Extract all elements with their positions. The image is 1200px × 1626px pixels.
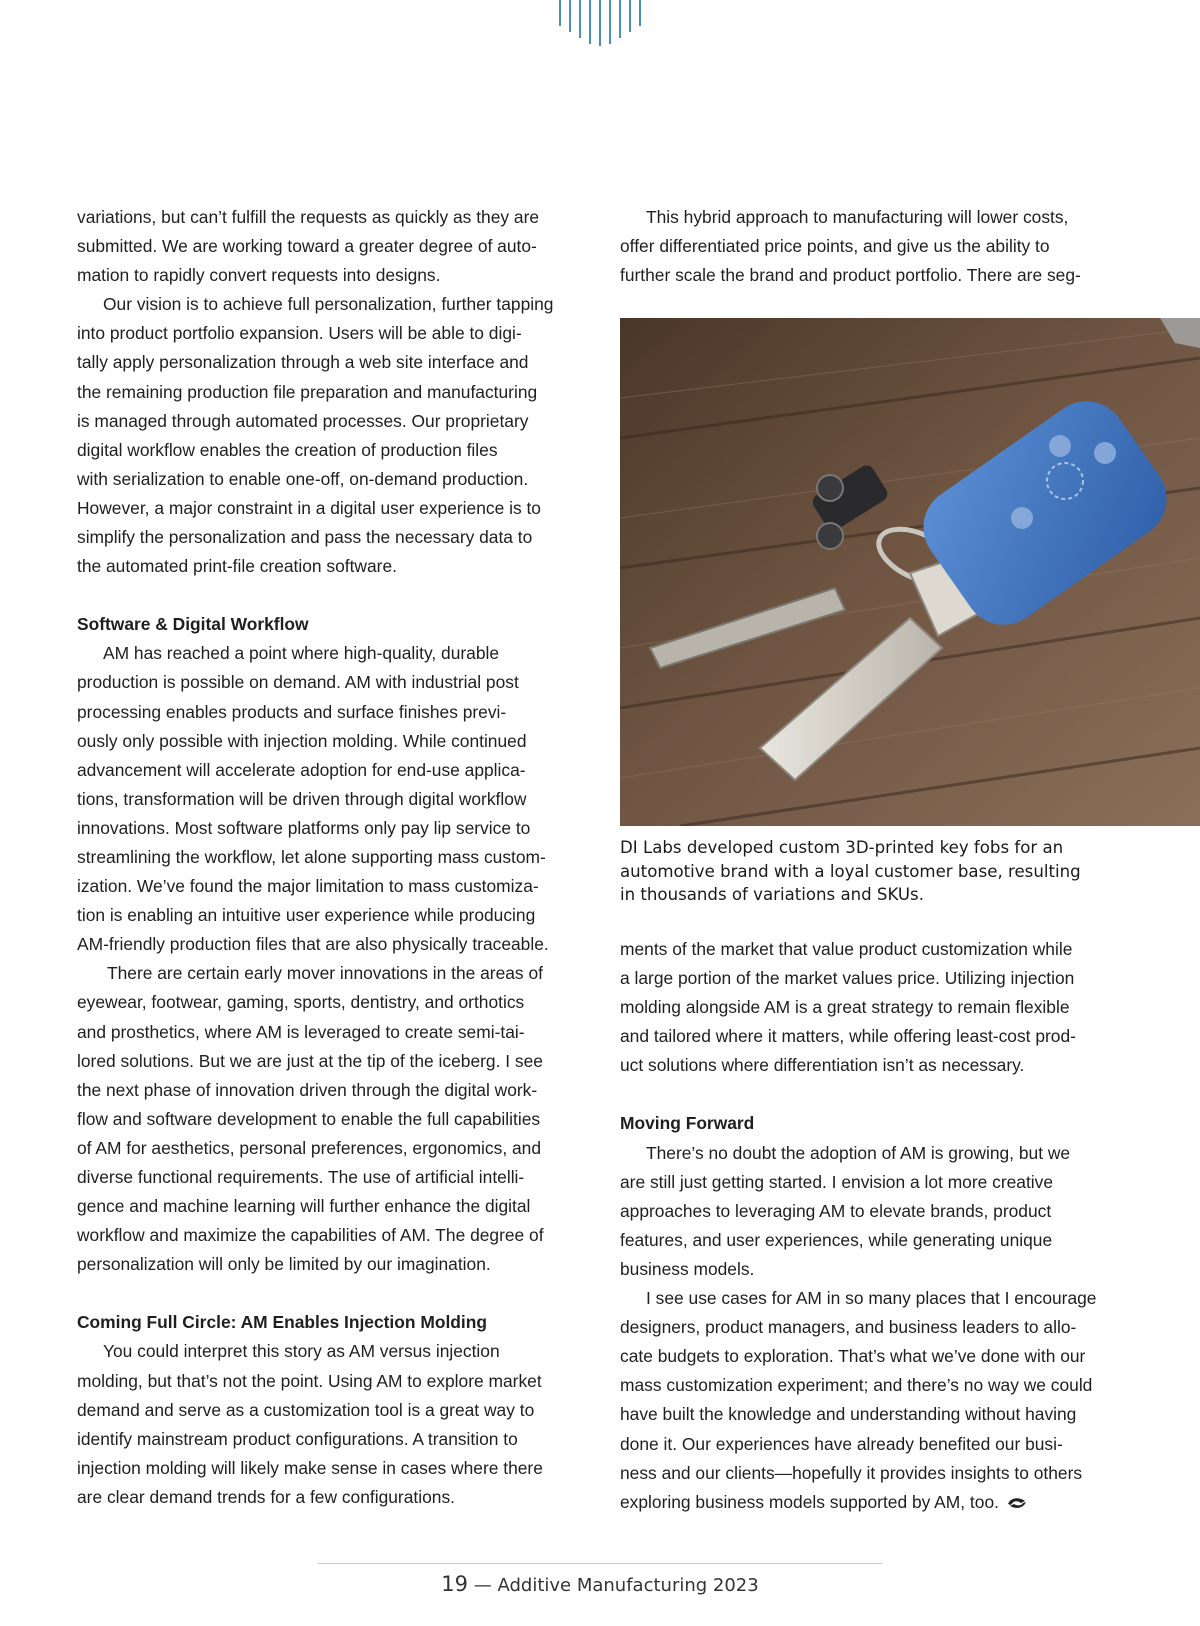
top-decorative-lines [558, 0, 642, 48]
left-column [77, 203, 587, 1512]
paragraph-hybrid: This hybrid approach to manufacturing will lower costs, offer differentiated price points, and give us the ability to further scale the brand and product portfolio. There are seg- [620, 207, 1081, 286]
right-column-top [620, 203, 1140, 290]
right-column-bottom [620, 935, 1140, 1517]
section-heading-software: Software & Digital Workflow [77, 614, 309, 635]
paragraph-continuation: variations, but can’t fulfill the requests as quickly as they are submitted. We are working toward a greater degree of auto- mation to rapidly convert requests into designs. [77, 207, 540, 286]
paragraph-use-cases: I see use cases for AM in so many places that I encourage designers, product managers, and business leaders to allo- cate budgets to exploration. That’s what we’ve done with our mass customization experiment; and there’s no way we could have built the knowledge and understanding without having done it. Our experiences have already benefited our busi- ness and our clients—hopefully it provides insights to others exploring business models supported by AM, too. [620, 1288, 1097, 1512]
paragraph-market-segments: ments of the market that value product customization while a large portion of the market values price. Utilizing injection molding alongside AM is a great strategy to remain flexible and tailored where it matters, while offering least-cost prod- uct solutions where differentiation isn’t as necessary. [620, 939, 1076, 1076]
publication-name: Additive Manufacturing 2023 [497, 1575, 759, 1596]
key-fob-photo [620, 318, 1200, 826]
paragraph-full-circle: You could interpret this story as AM versus injection molding, but that’s not the point. Using AM to explore market demand and serve as a customization tool is a great way to identify mainstream product configurations. A transition to injection molding will likely make sense in cases where there are clear demand trends for a few configurations. [77, 1341, 543, 1507]
section-heading-moving-forward: Moving Forward [620, 1113, 755, 1134]
paragraph-software: AM has reached a point where high-quality, durable production is possible on demand. AM with industrial post processing enables products and surface finishes previ- ously only possible with injection molding. While continued advancement will accelerate adoption for end-use applica- tions, transformation will be driven through digital workflow innovations. Most software platforms only pay lip service to streamlining the workflow, let alone supporting mass custom- ization. We’ve found the major limitation to mass customiza- tion is enabling an intuitive user experience while producing AM-friendly production files that are also physically traceable. [77, 643, 549, 955]
paragraph-vision: Our vision is to achieve full personalization, further tapping into product portfolio expansion. Users will be able to digi- tally apply personalization through a web site interface and the remaining production file preparation and manufacturing is managed through automated processes. Our proprietary digital workflow enables the creation of production files with serialization to enable one-off, on-demand production. However, a major constraint in a digital user experience is to simplify the personalization and pass the necessary data to the automated print-file creation software. [77, 294, 554, 577]
footer-rule [318, 1563, 882, 1564]
page-number: 19 [441, 1572, 469, 1596]
paragraph-early-movers: There are certain early mover innovations in the areas of eyewear, footwear, gaming, sports, dentistry, and orthotics and prosthetics, where AM is leveraged to create semi-tai- lored solutions. But we are just at the tip of the iceberg. I see the next phase of innovation driven through the digital work- flow and software development to enable the full capabilities of AM for aesthetics, personal preferences, ergonomics, and diverse functional requirements. The use of artificial intelli- gence and machine learning will further enhance the digital workflow and maximize the capabilities of AM. The degree of personalization will only be limited by our imagination. [77, 963, 544, 1275]
paragraph-adoption: There’s no doubt the adoption of AM is growing, but we are still just getting started. I envision a lot more creative approaches to leveraging AM to elevate brands, product features, and user experiences, while generating unique business models. [620, 1142, 1071, 1279]
section-heading-full-circle: Coming Full Circle: AM Enables Injection Molding [77, 1312, 487, 1333]
photo-caption: DI Labs developed custom 3D-printed key fobs for an automotive brand with a loyal customer base, resulting in thousands of variations and SKUs. [620, 838, 1081, 904]
footer-dash: — [473, 1575, 492, 1596]
page-footer [0, 1572, 1200, 1596]
end-of-article-icon [1005, 1495, 1029, 1511]
